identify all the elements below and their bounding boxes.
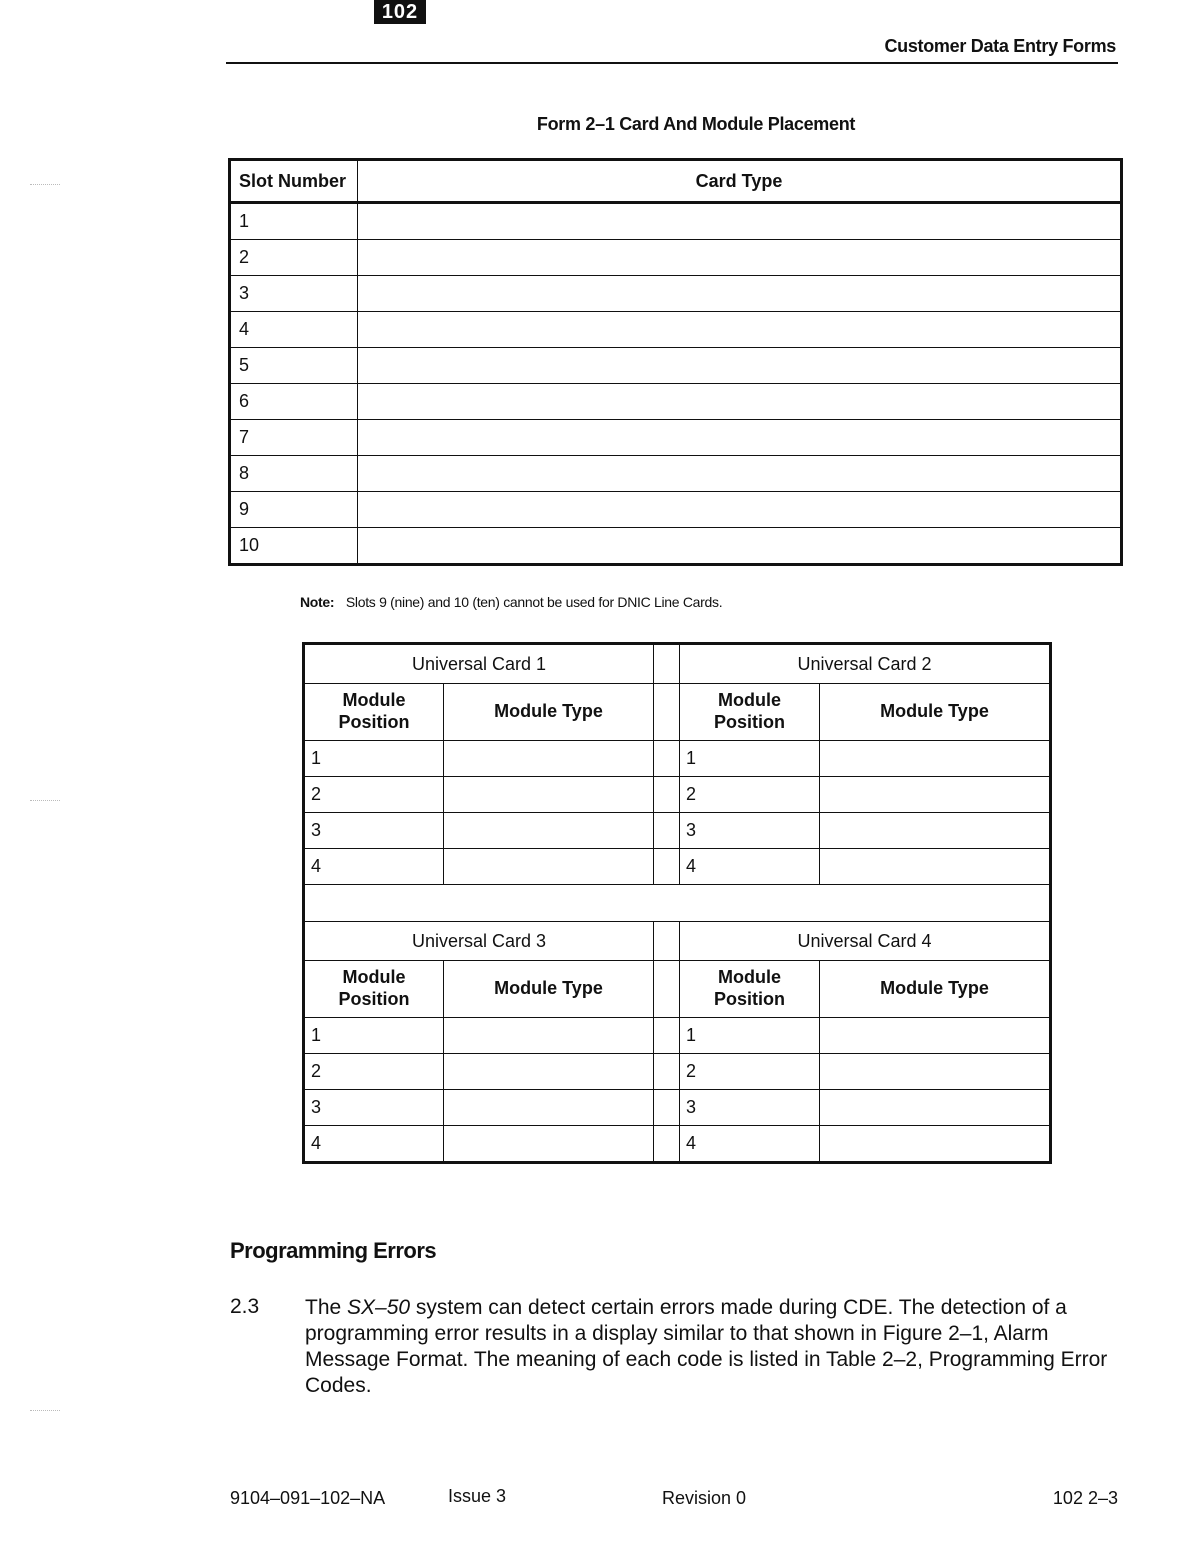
- module-position-cell: 2: [680, 1054, 820, 1090]
- gap-cell: [654, 1054, 680, 1090]
- note: [300, 594, 722, 610]
- footer-revision: Revision 0: [662, 1488, 747, 1508]
- module-position-line: Module: [342, 967, 406, 988]
- card-type-cell[interactable]: [358, 420, 1122, 456]
- slot-number-cell: 4: [230, 312, 358, 348]
- module-position-header: [304, 961, 444, 1018]
- binder-hole-mark: [30, 790, 60, 801]
- module-type-cell[interactable]: [820, 1090, 1051, 1126]
- module-type-cell[interactable]: [820, 741, 1051, 777]
- module-type-cell[interactable]: [444, 1126, 654, 1163]
- module-type-cell[interactable]: [444, 741, 654, 777]
- paragraph-text-rest: system can detect certain errors made during CDE. The detection of a programming error results in a display similar to that shown in Figure 2–1, Alarm Message Format. The meaning of each code is listed in Table 2–2, Programming Error Codes.: [305, 1296, 1108, 1397]
- module-position-cell: 3: [680, 813, 820, 849]
- module-position-cell: 3: [304, 1090, 444, 1126]
- module-row: [304, 1090, 1051, 1126]
- module-type-cell[interactable]: [820, 813, 1051, 849]
- module-type-cell[interactable]: [820, 849, 1051, 885]
- section-heading: Programming Errors: [230, 1238, 437, 1263]
- module-type-header: Module Type: [444, 961, 654, 1018]
- module-position-line: Module: [342, 690, 406, 711]
- gap-cell: [654, 1126, 680, 1163]
- slot-number-cell: 1: [230, 203, 358, 240]
- gap-cell: [654, 777, 680, 813]
- module-type-cell[interactable]: [820, 1054, 1051, 1090]
- module-position-header: [304, 684, 444, 741]
- module-type-header: Module Type: [820, 684, 1051, 741]
- gap-cell: [654, 922, 680, 961]
- paragraph-text: [305, 1295, 1125, 1399]
- module-position-cell: 4: [304, 1126, 444, 1163]
- card-type-cell[interactable]: [358, 528, 1122, 565]
- spacer-row: [304, 885, 1051, 922]
- module-type-cell[interactable]: [444, 1090, 654, 1126]
- slot-number-cell: 9: [230, 492, 358, 528]
- module-position-cell: 2: [680, 777, 820, 813]
- slot-number-cell: 6: [230, 384, 358, 420]
- slot-row: [230, 384, 1122, 420]
- universal-card-header: Universal Card 1: [304, 644, 654, 684]
- gap-cell: [654, 1090, 680, 1126]
- module-position-line: Module: [718, 967, 781, 988]
- module-position-cell: 4: [680, 1126, 820, 1163]
- slot-row: [230, 528, 1122, 565]
- card-type-cell[interactable]: [358, 240, 1122, 276]
- module-row: [304, 741, 1051, 777]
- slot-row: [230, 203, 1122, 240]
- card-type-cell[interactable]: [358, 348, 1122, 384]
- module-position-line: Position: [714, 989, 785, 1009]
- module-row: [304, 1126, 1051, 1163]
- slot-row: [230, 348, 1122, 384]
- module-position-cell: 2: [304, 777, 444, 813]
- module-position-cell: 3: [680, 1090, 820, 1126]
- universal-card-header: Universal Card 4: [680, 922, 1051, 961]
- footer-issue: Issue 3: [448, 1486, 507, 1506]
- module-type-header: Module Type: [444, 684, 654, 741]
- module-type-header: Module Type: [820, 961, 1051, 1018]
- gap-cell: [654, 849, 680, 885]
- gap-cell: [654, 741, 680, 777]
- module-position-cell: 1: [680, 741, 820, 777]
- slot-number-cell: 8: [230, 456, 358, 492]
- slot-row: [230, 240, 1122, 276]
- module-position-cell: 3: [304, 813, 444, 849]
- module-type-cell[interactable]: [820, 1126, 1051, 1163]
- header-rule: [226, 62, 1118, 64]
- universal-card-header: Universal Card 2: [680, 644, 1051, 684]
- module-row: [304, 813, 1051, 849]
- module-type-cell[interactable]: [444, 777, 654, 813]
- binder-hole-mark: [30, 1400, 60, 1411]
- module-row: [304, 849, 1051, 885]
- binder-hole-mark: [30, 174, 60, 185]
- module-type-cell[interactable]: [444, 813, 654, 849]
- slot-row: [230, 276, 1122, 312]
- footer-page-number: 102 2–3: [1052, 1488, 1118, 1508]
- module-type-cell[interactable]: [444, 1018, 654, 1054]
- card-type-cell[interactable]: [358, 492, 1122, 528]
- module-position-header: [680, 684, 820, 741]
- module-position-line: Position: [338, 989, 410, 1009]
- module-position-cell: 4: [304, 849, 444, 885]
- module-type-cell[interactable]: [820, 777, 1051, 813]
- gap-cell: [654, 684, 680, 741]
- module-position-cell: 1: [304, 741, 444, 777]
- form-title: Form 2–1 Card And Module Placement: [536, 114, 856, 134]
- module-type-cell[interactable]: [444, 849, 654, 885]
- card-type-cell[interactable]: [358, 203, 1122, 240]
- slot-row: [230, 312, 1122, 348]
- module-position-header: [680, 961, 820, 1018]
- gap-cell: [654, 644, 680, 684]
- module-type-cell[interactable]: [444, 1054, 654, 1090]
- gap-cell: [654, 813, 680, 849]
- page-badge: 102: [374, 0, 426, 24]
- module-position-cell: 1: [680, 1018, 820, 1054]
- gap-cell: [654, 961, 680, 1018]
- slot-number-cell: 3: [230, 276, 358, 312]
- system-name: SX–50: [347, 1296, 411, 1319]
- slot-table: [228, 158, 1123, 566]
- card-type-cell[interactable]: [358, 456, 1122, 492]
- universal-card-header: Universal Card 3: [304, 922, 654, 961]
- note-label: Note:: [300, 594, 335, 610]
- note-text: Slots 9 (nine) and 10 (ten) cannot be used for DNIC Line Cards.: [345, 594, 723, 610]
- module-type-cell[interactable]: [820, 1018, 1051, 1054]
- slot-row: [230, 492, 1122, 528]
- module-position-cell: 2: [304, 1054, 444, 1090]
- module-position-cell: 1: [304, 1018, 444, 1054]
- card-type-cell[interactable]: [358, 276, 1122, 312]
- module-position-line: Module: [718, 690, 781, 711]
- module-position-cell: 4: [680, 849, 820, 885]
- paragraph-text-start: The: [305, 1296, 348, 1319]
- footer-doc-number: 9104–091–102–NA: [230, 1488, 386, 1508]
- module-table: [302, 642, 1052, 1164]
- module-row: [304, 1018, 1051, 1054]
- module-position-line: Position: [338, 712, 410, 732]
- card-type-cell[interactable]: [358, 312, 1122, 348]
- slot-row: [230, 456, 1122, 492]
- slot-row: [230, 420, 1122, 456]
- module-row: [304, 777, 1051, 813]
- slot-number-cell: 10: [230, 528, 358, 565]
- paragraph-number: 2.3: [230, 1295, 260, 1318]
- slot-number-cell: 2: [230, 240, 358, 276]
- card-type-header: Card Type: [358, 160, 1122, 203]
- slot-number-header: Slot Number: [230, 160, 358, 203]
- slot-number-cell: 5: [230, 348, 358, 384]
- module-position-line: Position: [714, 712, 785, 732]
- module-row: [304, 1054, 1051, 1090]
- card-type-cell[interactable]: [358, 384, 1122, 420]
- slot-number-cell: 7: [230, 420, 358, 456]
- running-header: Customer Data Entry Forms: [884, 36, 1116, 56]
- gap-cell: [654, 1018, 680, 1054]
